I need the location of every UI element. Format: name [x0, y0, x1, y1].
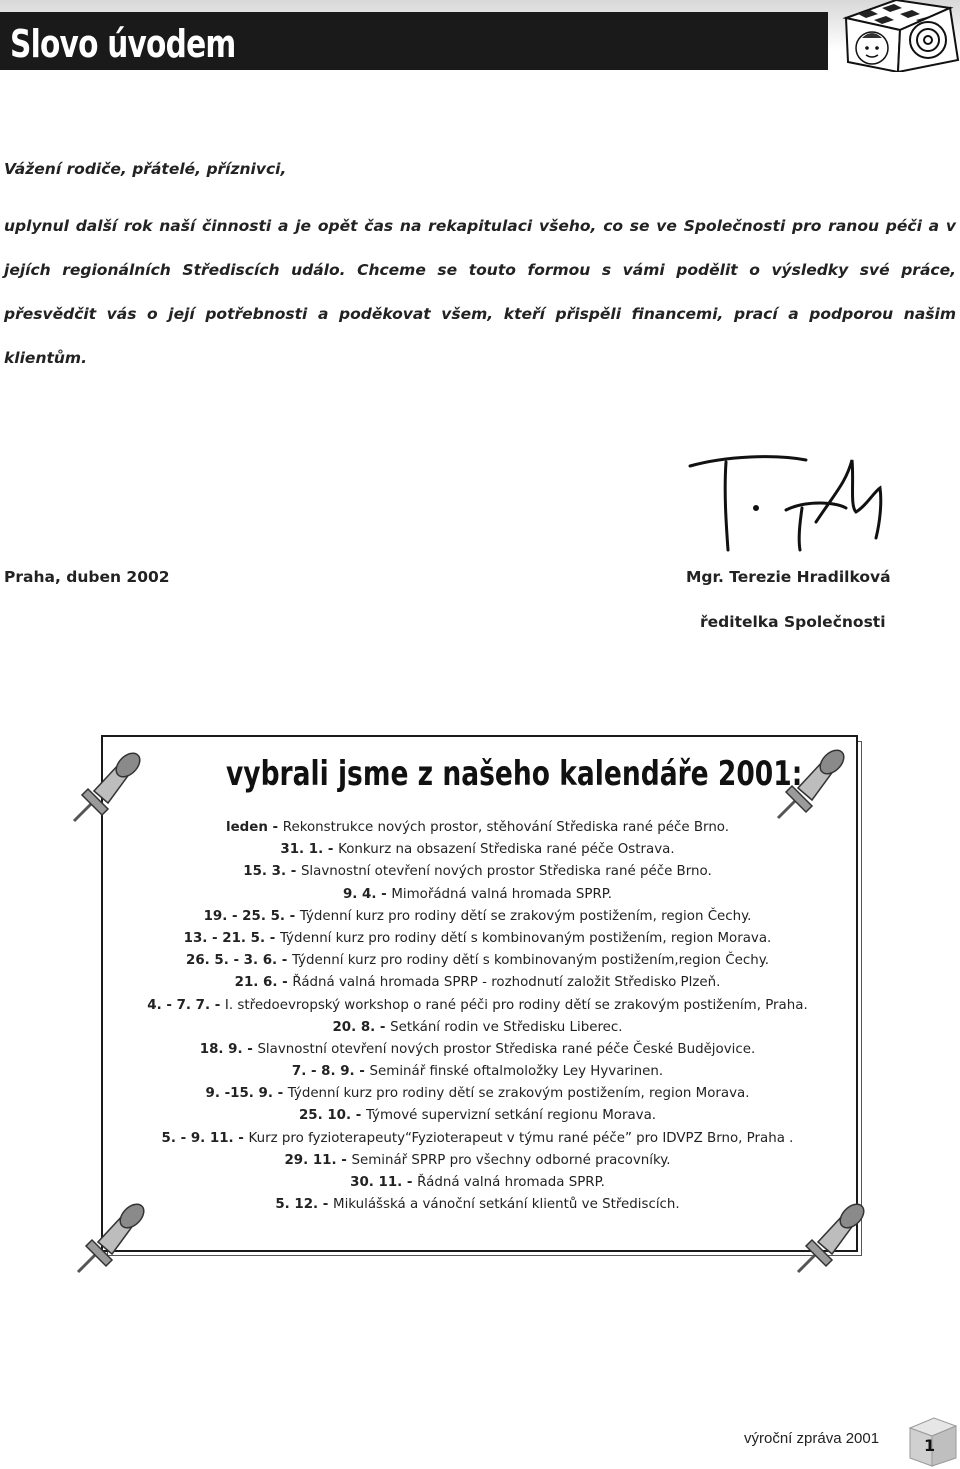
calendar-event	[101, 861, 854, 883]
event-text: Řádná valná hromada SPRP.	[417, 1175, 605, 1190]
calendar-event	[101, 1128, 854, 1150]
calendar-event	[101, 972, 854, 994]
event-date: 26. 5. - 3. 6. -	[186, 953, 293, 969]
pushpin-icon	[68, 745, 148, 825]
event-text: Týdenní kurz pro rodiny dětí s kombinovaným postižením,region Čechy.	[292, 953, 769, 969]
calendar-event	[101, 928, 854, 950]
event-date: 5. - 9. 11. -	[161, 1130, 249, 1146]
event-date: 29. 11. -	[284, 1152, 352, 1168]
salutation: Vážení rodiče, přátelé, příznivci,	[4, 160, 287, 178]
calendar-title: vybrali jsme z našeho kalendáře 2001:	[226, 754, 803, 794]
event-text: Mikulášská a vánoční setkání klientů ve Střediscích.	[333, 1197, 680, 1213]
event-date: 31. 1. -	[280, 842, 339, 858]
calendar-event	[101, 1039, 854, 1061]
event-date: 5. 12. -	[275, 1197, 334, 1213]
report-label: výroční zpráva 2001	[744, 1430, 880, 1447]
calendar-event	[101, 906, 854, 928]
event-text: Setkání rodin ve Středisku Liberec.	[390, 1019, 623, 1035]
event-text: Seminář SPRP pro všechny odborné pracovníky.	[351, 1152, 671, 1168]
calendar-event	[101, 817, 854, 839]
event-text: Týmové supervizní setkání regionu Morava.	[365, 1108, 657, 1124]
signer-role: ředitelka Společnosti	[700, 613, 886, 631]
event-text: Týdenní kurz pro rodiny dětí se zrakovým postižením, region Čechy.	[299, 908, 752, 924]
place-date: Praha, duben 2002	[4, 568, 170, 586]
calendar-event	[101, 1061, 854, 1083]
event-date: 30. 11. -	[350, 1175, 418, 1190]
event-date: leden -	[225, 820, 283, 835]
event-date: 18. 9. -	[199, 1041, 258, 1057]
event-date: 9. 4. -	[342, 886, 392, 902]
calendar-event	[101, 1105, 854, 1127]
event-date: 19. - 25. 5. -	[203, 908, 300, 924]
event-date: 21. 6. -	[234, 975, 293, 991]
calendar-event	[101, 1172, 854, 1194]
cube-logo-icon	[838, 0, 960, 72]
event-text: I. středoevropský workshop o rané péči pro rodiny dětí se zrakovým postižením, Praha.	[224, 997, 808, 1013]
event-text: Seminář finské oftalmoložky Ley Hyvarinen.	[369, 1064, 664, 1080]
calendar-event	[101, 884, 854, 906]
event-date: 7. - 8. 9. -	[291, 1064, 370, 1080]
event-date: 9. -15. 9. -	[205, 1086, 288, 1102]
calendar-event	[101, 839, 854, 861]
calendar-event	[101, 1017, 854, 1039]
event-text: Rekonstrukce nových prostor, stěhování Střediska rané péče Brno.	[282, 820, 730, 835]
calendar-event	[101, 1083, 854, 1105]
signature-image	[686, 452, 896, 552]
event-text: Kurz pro fyzioterapeuty“Fyzioterapeut v týmu rané péče” pro IDVPZ Brno, Praha .	[248, 1130, 794, 1146]
page-number: 1	[924, 1436, 936, 1455]
event-date: 25. 10. -	[298, 1108, 366, 1124]
event-date: 4. - 7. 7. -	[147, 997, 225, 1013]
signer-name: Mgr. Terezie Hradilková	[686, 568, 891, 586]
event-date: 15. 3. -	[243, 864, 301, 880]
calendar-event-list	[101, 817, 854, 1216]
page-title: Slovo úvodem	[10, 22, 236, 66]
title-block	[0, 12, 828, 70]
event-text: Konkurz na obsazení Střediska rané péče Ostrava.	[338, 842, 675, 858]
event-text: Slavnostní otevření nových prostor Střediska rané péče České Budějovice.	[257, 1041, 756, 1057]
event-date: 13. - 21. 5. -	[183, 930, 280, 946]
event-text: Řádná valná hromada SPRP - rozhodnutí založit Středisko Plzeň.	[292, 975, 721, 991]
event-text: Slavnostní otevření nových prostor Střediska rané péče Brno.	[300, 864, 712, 880]
calendar-event	[101, 1194, 854, 1216]
calendar-event	[101, 1150, 854, 1172]
letter-body: uplynul další rok naší činnosti a je opět čas na rekapitulaci všeho, co se ve Společnosti pro ranou péči a v jejích regionálních Střediscích událo. Chceme se touto formou s vámi podělit o výsledky své práce, přesvědčit vás o její potřebnosti a poděkovat všem, kteří přispěli financemi, prací a podporou našim klientům.	[4, 217, 956, 367]
calendar-event	[101, 950, 854, 972]
event-date: 20. 8. -	[332, 1019, 391, 1035]
calendar-event	[101, 995, 854, 1017]
event-text: Týdenní kurz pro rodiny dětí s kombinovaným postižením, region Morava.	[279, 930, 772, 946]
event-text: Týdenní kurz pro rodiny dětí se zrakovým postižením, region Morava.	[287, 1086, 750, 1102]
event-text: Mimořádná valná hromada SPRP.	[391, 886, 613, 902]
